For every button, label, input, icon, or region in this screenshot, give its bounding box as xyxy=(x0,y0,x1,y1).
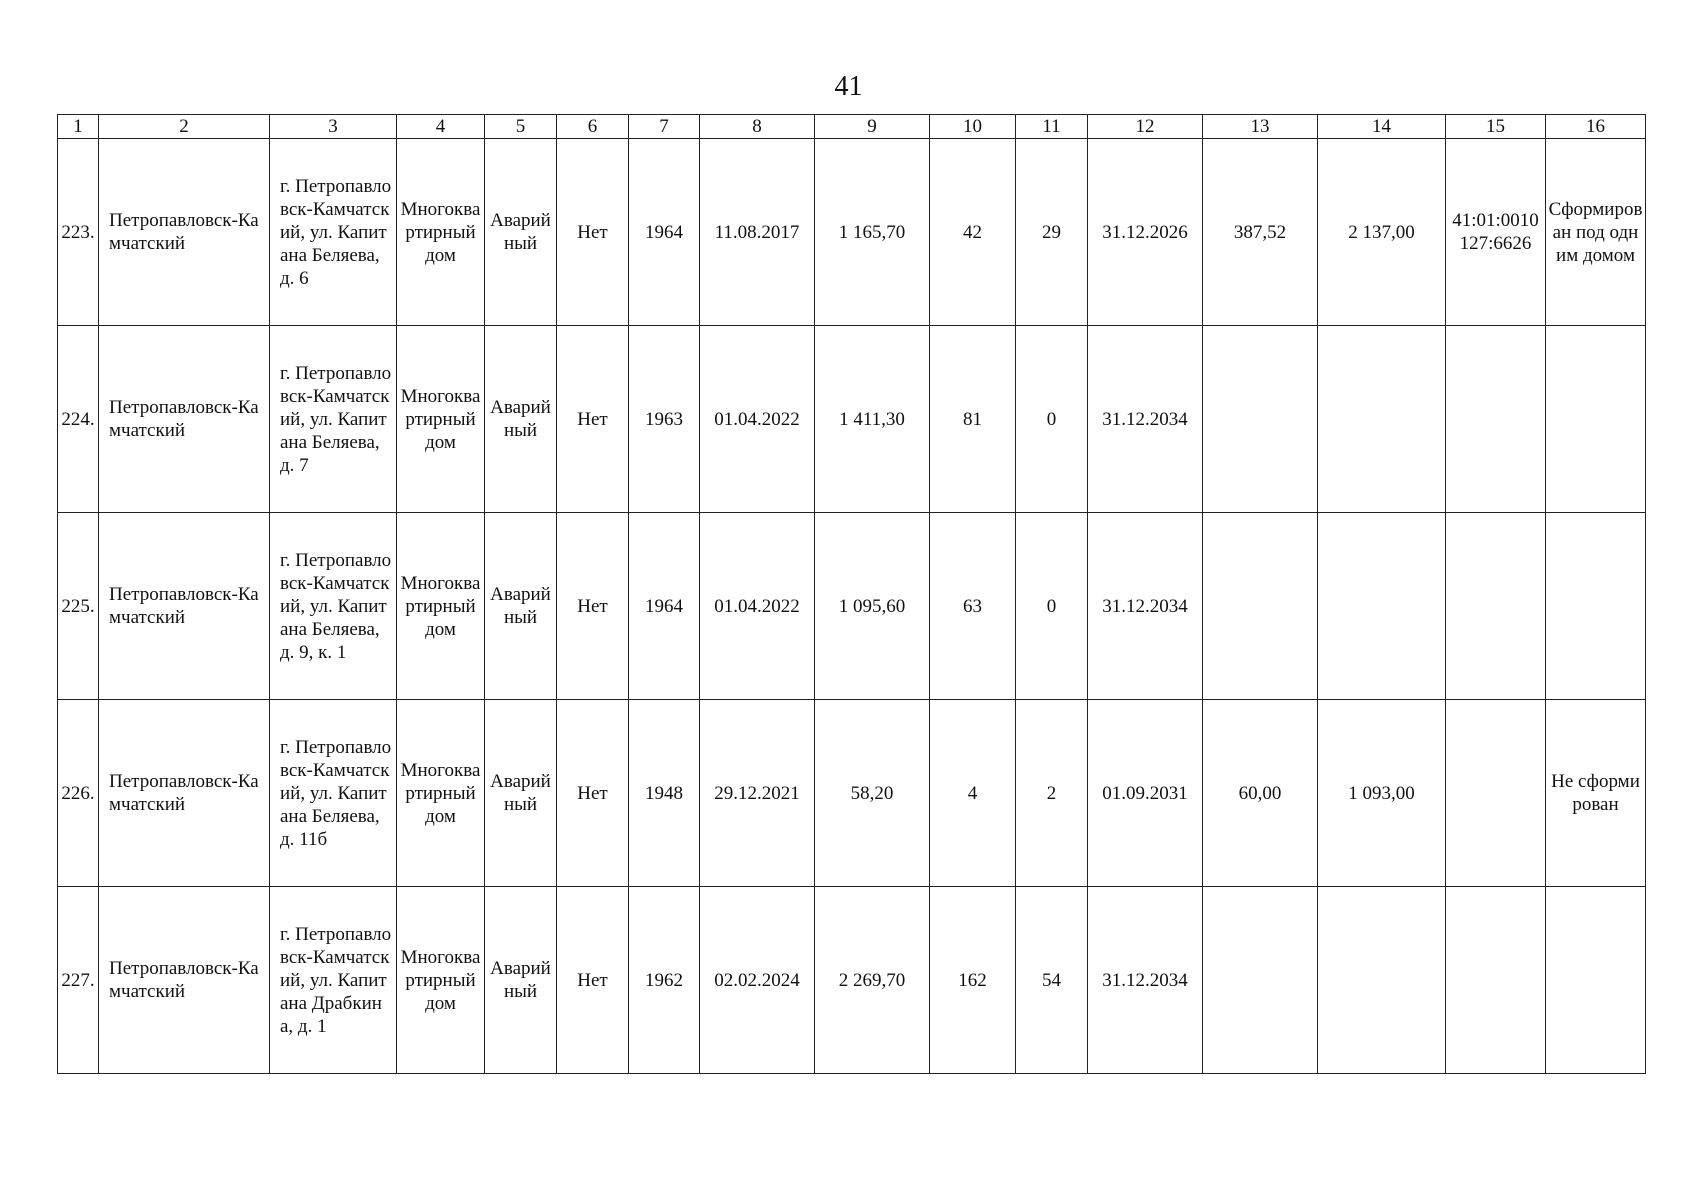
house-type-cell: Многоквартирный дом xyxy=(397,139,485,326)
col14-cell: 2 137,00 xyxy=(1318,139,1446,326)
column-header: 13 xyxy=(1203,115,1318,139)
table-row xyxy=(58,326,1646,513)
column-header: 6 xyxy=(557,115,629,139)
cadastral-cell xyxy=(1446,326,1546,513)
row-number: 223. xyxy=(58,139,99,326)
table-row xyxy=(58,887,1646,1074)
row-number: 224. xyxy=(58,326,99,513)
column-header: 1 xyxy=(58,115,99,139)
housing-register-table xyxy=(57,114,1646,1074)
column-header: 14 xyxy=(1318,115,1446,139)
residents-cell: 81 xyxy=(930,326,1016,513)
column-header: 5 xyxy=(485,115,557,139)
area-cell: 2 269,70 xyxy=(815,887,930,1074)
year-cell: 1964 xyxy=(629,139,700,326)
column-header: 3 xyxy=(270,115,397,139)
residents-cell: 162 xyxy=(930,887,1016,1074)
year-cell: 1962 xyxy=(629,887,700,1074)
col13-cell xyxy=(1203,887,1318,1074)
status-cell: Аварийный xyxy=(485,139,557,326)
col13-cell xyxy=(1203,326,1318,513)
column-header: 12 xyxy=(1088,115,1203,139)
year-cell: 1963 xyxy=(629,326,700,513)
deadline-cell: 31.12.2034 xyxy=(1088,513,1203,700)
year-cell: 1948 xyxy=(629,700,700,887)
cadastral-cell xyxy=(1446,513,1546,700)
address-cell: г. Петропавловск-Камчатский, ул. Капитана Беляева, д. 9, к. 1 xyxy=(270,513,397,700)
date-recognized-cell: 11.08.2017 xyxy=(700,139,815,326)
deadline-cell: 31.12.2026 xyxy=(1088,139,1203,326)
house-type-cell: Многоквартирный дом xyxy=(397,700,485,887)
address-cell: г. Петропавловск-Камчатский, ул. Капитана Беляева, д. 6 xyxy=(270,139,397,326)
table-row xyxy=(58,513,1646,700)
deadline-cell: 31.12.2034 xyxy=(1088,887,1203,1074)
column-header: 7 xyxy=(629,115,700,139)
col14-cell xyxy=(1318,887,1446,1074)
col11-cell: 29 xyxy=(1016,139,1088,326)
residents-cell: 42 xyxy=(930,139,1016,326)
municipality-cell: Петропавловск-Камчатский xyxy=(99,700,270,887)
land-status-cell xyxy=(1546,326,1646,513)
col11-cell: 2 xyxy=(1016,700,1088,887)
column-header: 11 xyxy=(1016,115,1088,139)
status-cell: Аварийный xyxy=(485,700,557,887)
column-header: 15 xyxy=(1446,115,1546,139)
col13-cell xyxy=(1203,513,1318,700)
row-number: 226. xyxy=(58,700,99,887)
municipality-cell: Петропавловск-Камчатский xyxy=(99,326,270,513)
col6-cell: Нет xyxy=(557,139,629,326)
cadastral-cell xyxy=(1446,887,1546,1074)
col6-cell: Нет xyxy=(557,887,629,1074)
deadline-cell: 01.09.2031 xyxy=(1088,700,1203,887)
land-status-cell: Не сформирован xyxy=(1546,700,1646,887)
area-cell: 58,20 xyxy=(815,700,930,887)
date-recognized-cell: 01.04.2022 xyxy=(700,326,815,513)
col13-cell: 387,52 xyxy=(1203,139,1318,326)
col11-cell: 0 xyxy=(1016,326,1088,513)
status-cell: Аварийный xyxy=(485,887,557,1074)
row-number: 225. xyxy=(58,513,99,700)
deadline-cell: 31.12.2034 xyxy=(1088,326,1203,513)
residents-cell: 63 xyxy=(930,513,1016,700)
status-cell: Аварийный xyxy=(485,326,557,513)
column-header: 16 xyxy=(1546,115,1646,139)
land-status-cell xyxy=(1546,513,1646,700)
column-header: 10 xyxy=(930,115,1016,139)
land-status-cell xyxy=(1546,887,1646,1074)
area-cell: 1 411,30 xyxy=(815,326,930,513)
col14-cell: 1 093,00 xyxy=(1318,700,1446,887)
status-cell: Аварийный xyxy=(485,513,557,700)
municipality-cell: Петропавловск-Камчатский xyxy=(99,139,270,326)
address-cell: г. Петропавловск-Камчатский, ул. Капитана Беляева, д. 11б xyxy=(270,700,397,887)
residents-cell: 4 xyxy=(930,700,1016,887)
column-header: 2 xyxy=(99,115,270,139)
page-number: 41 xyxy=(834,71,863,102)
municipality-cell: Петропавловск-Камчатский xyxy=(99,887,270,1074)
col6-cell: Нет xyxy=(557,326,629,513)
column-header: 8 xyxy=(700,115,815,139)
house-type-cell: Многоквартирный дом xyxy=(397,326,485,513)
date-recognized-cell: 29.12.2021 xyxy=(700,700,815,887)
date-recognized-cell: 02.02.2024 xyxy=(700,887,815,1074)
year-cell: 1964 xyxy=(629,513,700,700)
municipality-cell: Петропавловск-Камчатский xyxy=(99,513,270,700)
col11-cell: 54 xyxy=(1016,887,1088,1074)
house-type-cell: Многоквартирный дом xyxy=(397,887,485,1074)
col14-cell xyxy=(1318,326,1446,513)
cadastral-cell xyxy=(1446,700,1546,887)
table-row xyxy=(58,139,1646,326)
table-row xyxy=(58,700,1646,887)
col6-cell: Нет xyxy=(557,700,629,887)
land-status-cell: Сформирован под одним домом xyxy=(1546,139,1646,326)
area-cell: 1 165,70 xyxy=(815,139,930,326)
address-cell: г. Петропавловск-Камчатский, ул. Капитана Беляева, д. 7 xyxy=(270,326,397,513)
col6-cell: Нет xyxy=(557,513,629,700)
row-number: 227. xyxy=(58,887,99,1074)
col13-cell: 60,00 xyxy=(1203,700,1318,887)
col14-cell xyxy=(1318,513,1446,700)
area-cell: 1 095,60 xyxy=(815,513,930,700)
column-header: 4 xyxy=(397,115,485,139)
house-type-cell: Многоквартирный дом xyxy=(397,513,485,700)
column-header: 9 xyxy=(815,115,930,139)
cadastral-cell: 41:01:0010127:6626 xyxy=(1446,139,1546,326)
date-recognized-cell: 01.04.2022 xyxy=(700,513,815,700)
address-cell: г. Петропавловск-Камчатский, ул. Капитана Драбкина, д. 1 xyxy=(270,887,397,1074)
col11-cell: 0 xyxy=(1016,513,1088,700)
column-number-row xyxy=(58,115,1646,139)
